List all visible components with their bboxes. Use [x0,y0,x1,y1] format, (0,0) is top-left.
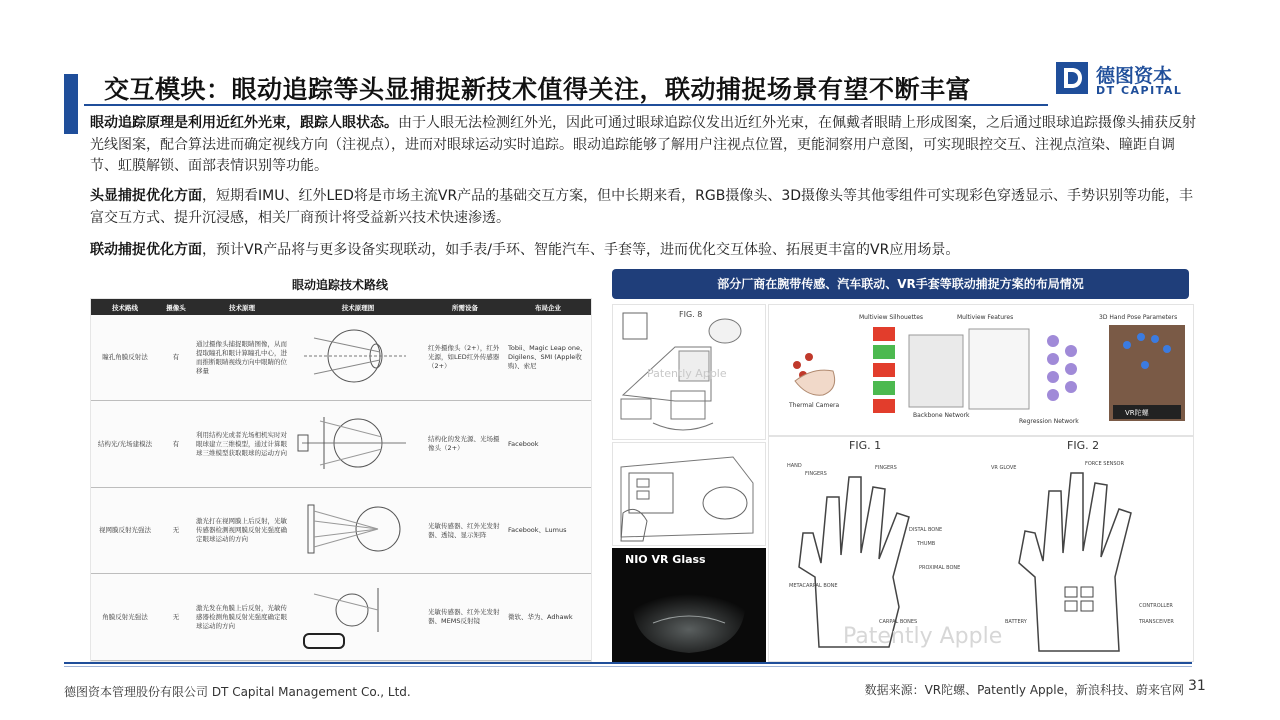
device-cell: 红外摄像头（2+），红外光源，如LED红外传感器（2+） [425,315,505,401]
principle-cell: 激光打在视网膜上后反射，光敏传感器检测视网膜反射光强度确定眼球运动的方向 [193,487,291,574]
company-logo [1056,60,1186,100]
hand-label: TRANSCEIVER [1139,619,1174,625]
hand-label: VR GLOVE [991,465,1017,471]
paragraph-lead: 联动捕捉优化方面 [90,242,202,258]
table-header: 布局企业 [505,299,591,315]
hand-label: BATTERY [1005,619,1027,625]
diagram-cell [291,315,425,401]
footer-source: 数据来源：VR陀螺、Patently Apple，新浪科技、蔚来官网 [864,683,1184,697]
camera-cell: 有 [159,315,193,401]
paragraph-eye-tracking [90,113,1200,178]
diagram-cell [291,401,425,488]
page-title: 交互模块：眼动追踪等头显捕捉新技术值得关注，联动捕捉场景有望不断丰富 [104,75,972,104]
hand-label: FORCE SENSOR [1085,461,1124,467]
table-header: 技术原理图 [291,299,425,315]
company-cell: Facebook [505,401,591,488]
fig8-watermark: Patently Apple [647,367,727,380]
linked-capture-banner: 部分厂商在腕带传感、汽车联动、VR手套等联动捕捉方案的布局情况 [612,269,1189,299]
table-row [91,574,591,661]
nio-vr-glass-photo [612,548,766,662]
company-cell: Facebook、Lumus [505,487,591,574]
logo-name-cn: 德图资本 [1096,65,1173,87]
structured-light-diagram-icon [294,407,412,479]
route-cell: 视网膜反射光强法 [91,487,159,574]
net-label: Multiview Features [957,314,1014,321]
diagram-cell [291,574,425,661]
paragraph-lead: 眼动追踪原理是利用近红外光束，跟踪人眼状态。 [90,115,398,131]
hand-watermark: Patently Apple [843,624,1003,649]
page-number: 31 [1188,678,1206,694]
hand-fig2-label: FIG. 2 [1067,439,1100,452]
camera-cell: 无 [159,487,193,574]
table-header: 所需设备 [425,299,505,315]
net-label: Backbone Network [913,412,970,419]
route-cell: 角膜反射光强法 [91,574,159,661]
paragraph-body: 由于人眼无法检测红外光，因此可通过眼球追踪仪发出近红外光束，在佩戴者眼睛上形成图案，之后通过眼球追踪摄像头捕获反射光线图案，配合算法进而确定视线方向（注视点），进而对眼球运动实时追踪。眼动追踪能够了解用户注视点位置，更能洞察用户意图，可实现眼控交互、注视点渲染、瞳距自调节、虹膜解锁、面部表情识别等功能。 [90,115,1196,174]
hand-label: CARPAL BONES [879,619,918,625]
net-brand: VR陀螺 [1125,409,1149,417]
hand-label: THUMB [917,541,936,547]
company-cell: Tobii、Magic Leap one、Digilens、SMI (Apple收购)、索尼 [505,315,591,401]
hand-label: FINGERS [805,471,827,477]
footer-company: 德图资本管理股份有限公司 DT Capital Management Co., Ltd. [64,685,411,699]
hand-label: DISTAL BONE [909,527,943,533]
hand-fig1-label: FIG. 1 [849,439,882,452]
eye-diagram-icon [294,320,412,392]
car-linkage-patent-figure [612,442,766,546]
table-row [91,401,591,488]
fig8-label: FIG. 8 [679,310,703,319]
table-header: 技术路线 [91,299,159,315]
net-label: 3D Hand Pose Parameters [1099,314,1178,321]
paragraph-lead: 头显捕捉优化方面 [90,188,202,204]
table-header: 技术原理 [193,299,291,315]
company-cell: 微软、华为、Adhawk [505,574,591,661]
device-cell: 结构化的发光源、光场摄像头（2+） [425,401,505,488]
diagram-cell [291,487,425,574]
cornea-reflection-diagram-icon [294,580,412,652]
retina-reflection-diagram-icon [294,493,412,565]
hand-label: PROXIMAL BONE [919,565,961,571]
hand-pose-network-figure [768,304,1194,436]
camera-cell: 无 [159,574,193,661]
principle-cell: 激光发在角膜上后反射，光敏传感器检测角膜反射光强度确定眼球运动的方向 [193,574,291,661]
eye-tracking-route-table [90,298,592,662]
device-cell: 光敏传感器、红外光发射器、MEMS反射镜 [425,574,505,661]
nio-vr-glass-label: NIO VR Glass [625,553,706,566]
hand-label: CONTROLLER [1139,603,1173,609]
paragraph-headset-capture [90,186,1200,229]
hand-label: FINGERS [875,465,897,471]
principle-cell: 通过摄像头捕捉眼睛图像，从而提取瞳孔和眼计算瞳孔中心，进而推断眼睛视线方向中眼睛的位移量 [193,315,291,401]
paragraph-linked-capture [90,240,1200,262]
logo-d-icon [1056,62,1088,94]
net-label: Regression Network [1019,418,1079,425]
paragraph-body: ，预计VR产品将与更多设备实现联动，如手表/手环、智能汽车、手套等，进而优化交互体验、拓展更丰富的VR应用场景。 [202,242,960,258]
footer-rule-thin [64,666,1192,667]
hand-label: HAND [787,463,802,469]
eye-tracking-table-caption: 眼动追踪技术路线 [291,278,388,292]
paragraph-body: ，短期看IMU、红外LED将是市场主流VR产品的基础交互方案，但中长期来看，RGB摄像头、3D摄像头等其他零组件可实现彩色穿透显示、手势识别等功能，丰富交互方式、提升沉浸感，相关厂商预计将受益新兴技术快速渗透。 [90,188,1194,226]
table-row [91,487,591,574]
hand-label: METACARPAL BONE [789,583,838,589]
net-label: Thermal Camera [789,402,840,409]
vr-glove-patent-figure [768,436,1194,662]
camera-cell: 有 [159,401,193,488]
route-cell: 结构光/光场建模法 [91,401,159,488]
title-underline [84,104,1048,106]
table-row [91,315,591,401]
net-label: Multiview Silhouettes [859,314,924,321]
route-cell: 瞳孔角膜反射法 [91,315,159,401]
table-header-row [91,299,591,315]
title-accent-bar [64,74,78,134]
logo-name-en: DT CAPITAL [1096,84,1183,97]
device-cell: 光敏传感器、红外光发射器、透镜、显示矩阵 [425,487,505,574]
wristband-patent-figure [612,304,766,440]
footer-rule [64,662,1192,664]
table-header: 摄像头 [159,299,193,315]
principle-cell: 利用结构光或者光场相机实时对眼球建立三维模型，通过计算眼球三维模型获取眼球的运动方向 [193,401,291,488]
